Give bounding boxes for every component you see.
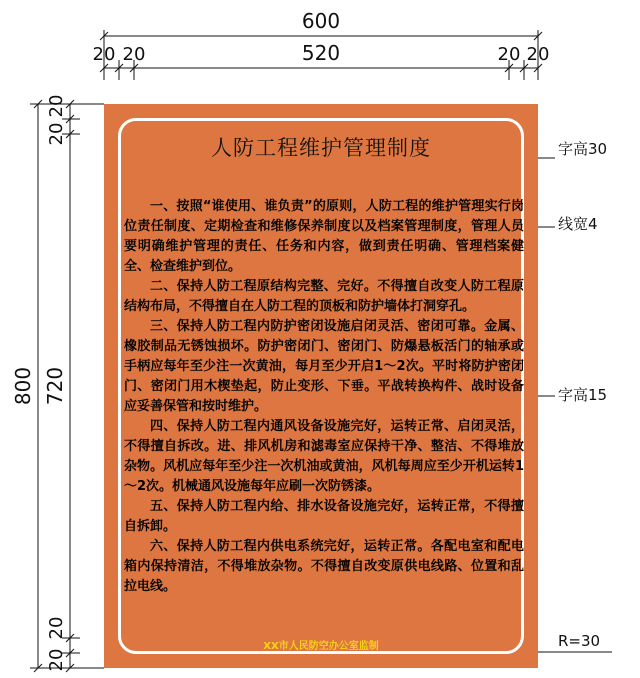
paragraph-6: 六、保持人防工程内供电系统完好，运转正常。各配电室和配电箱内保持清洁，不得堆放杂物。不得擅自改变原供电线路、位置和乱拉电线。	[124, 539, 524, 594]
paragraph-5: 五、保持人防工程内给、排水设备设施完好，运转正常，不得擅自拆卸。	[124, 499, 524, 534]
dim-top-margin-right-inner: 20	[497, 44, 521, 65]
callout-radius: R=30	[558, 632, 601, 650]
callout-text-height: 字高15	[558, 386, 608, 404]
sign-footer: XX市人民防空办公室监制	[263, 641, 379, 652]
dim-left-margin-top-outer: 20	[46, 94, 67, 118]
dim-top-total: 600	[301, 9, 341, 33]
dim-left-margin-bottom-inner: 20	[46, 616, 67, 640]
dim-top-margin-left-outer: 20	[92, 44, 116, 65]
sign-panel	[104, 104, 538, 668]
paragraph-4: 四、保持人防工程内通风设备设施完好，运转正常、启闭灵活，不得擅自拆改。进、排风机房和滤毒室应保持干净、整洁、不得堆放杂物。风机应每年至少注一次机油或黄油，风机每周应至少开机运转1～2次。机械通风设施每年应刷一次防锈漆。	[124, 419, 524, 494]
callout-line-width: 线宽4	[558, 215, 598, 233]
dim-left-total: 800	[11, 366, 35, 406]
dim-left-margin-bottom-outer: 20	[46, 648, 67, 672]
dim-left-margin-top-inner: 20	[46, 122, 67, 146]
callout-title-height: 字高30	[558, 140, 608, 158]
sign-body	[124, 197, 524, 597]
paragraph-1: 一、按照“谁使用、谁负责”的原则，人防工程的维护管理实行岗位责任制度、定期检查和维修保养制度以及档案管理制度，管理人员要明确维护管理的责任、任务和内容，做到责任明确、管理档案健全、检查维护到位。	[124, 199, 524, 274]
dim-left-inner: 720	[43, 366, 67, 406]
paragraph-2: 二、保持人防工程原结构完整、完好。不得擅自改变人防工程原结构布局，不得擅自在人防工程的顶板和防护墙体打洞穿孔。	[124, 279, 524, 314]
dim-top-margin-right-outer: 20	[526, 44, 550, 65]
dim-top-inner: 520	[301, 41, 341, 65]
dim-top-margin-left-inner: 20	[122, 44, 146, 65]
sign-title: 人防工程维护管理制度	[211, 136, 431, 160]
paragraph-3: 三、保持人防工程内防护密闭设施启闭灵活、密闭可靠。金属、橡胶制品无锈蚀损坏。防护密闭门、密闭门、防爆悬板活门的轴承或手柄应每年至少注一次黄油，每月至少开启1～2次。平时将防护密闭门、密闭门用木楔垫起，防止变形、下垂。平战转换构件、战时设备应妥善保管和按时维护。	[124, 319, 524, 414]
